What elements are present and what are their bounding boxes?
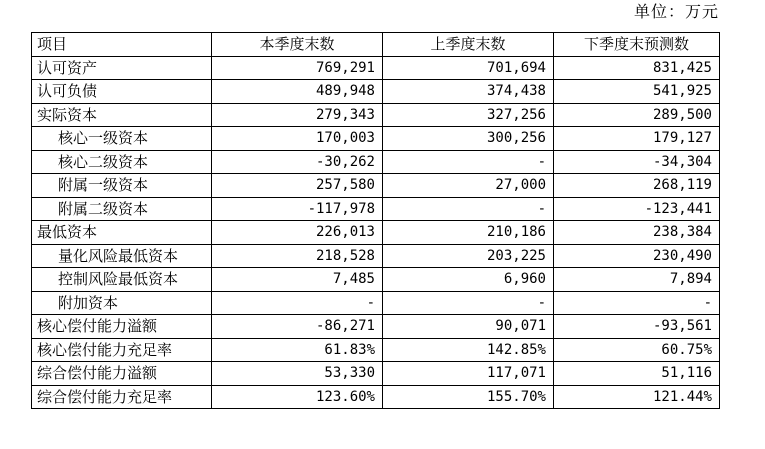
unit-label: 单位：万元 (633, 2, 719, 21)
row-label: 附属二级资本 (32, 197, 212, 221)
current-quarter-value: 170,003 (212, 127, 383, 151)
current-quarter-value: -86,271 (212, 315, 383, 339)
row-label: 核心一级资本 (32, 127, 212, 151)
previous-quarter-value: 210,186 (383, 221, 554, 245)
row-label: 认可资产 (32, 56, 212, 80)
table-row (32, 174, 720, 198)
row-label: 认可负债 (32, 80, 212, 104)
current-quarter-value: 53,330 (212, 362, 383, 386)
previous-quarter-value: 117,071 (383, 362, 554, 386)
row-label: 综合偿付能力溢额 (32, 362, 212, 386)
forecast-value: 179,127 (554, 127, 720, 151)
previous-quarter-value: - (383, 150, 554, 174)
table-row (32, 103, 720, 127)
row-label: 最低资本 (32, 221, 212, 245)
current-quarter-value: -117,978 (212, 197, 383, 221)
table-row (32, 150, 720, 174)
table-row (32, 221, 720, 245)
table-row (32, 268, 720, 292)
row-label: 实际资本 (32, 103, 212, 127)
table-row (32, 56, 720, 80)
forecast-value: -123,441 (554, 197, 720, 221)
row-label: 附加资本 (32, 291, 212, 315)
row-label: 核心偿付能力溢额 (32, 315, 212, 339)
current-quarter-value: 123.60% (212, 385, 383, 409)
table-body (32, 56, 720, 409)
table-row (32, 338, 720, 362)
table-row (32, 127, 720, 151)
current-quarter-value: 218,528 (212, 244, 383, 268)
table-row (32, 315, 720, 339)
row-label: 核心偿付能力充足率 (32, 338, 212, 362)
current-quarter-value: -30,262 (212, 150, 383, 174)
current-quarter-value: 489,948 (212, 80, 383, 104)
solvency-table (31, 32, 720, 409)
previous-quarter-value: - (383, 291, 554, 315)
current-quarter-value: 226,013 (212, 221, 383, 245)
header-item: 项目 (32, 33, 212, 57)
row-label: 控制风险最低资本 (32, 268, 212, 292)
previous-quarter-value: 300,256 (383, 127, 554, 151)
table-row (32, 362, 720, 386)
forecast-value: 7,894 (554, 268, 720, 292)
previous-quarter-value: 701,694 (383, 56, 554, 80)
header-previous-quarter: 上季度末数 (383, 33, 554, 57)
row-label: 综合偿付能力充足率 (32, 385, 212, 409)
previous-quarter-value: 6,960 (383, 268, 554, 292)
table-header-row (32, 33, 720, 57)
forecast-value: 51,116 (554, 362, 720, 386)
previous-quarter-value: 142.85% (383, 338, 554, 362)
forecast-value: - (554, 291, 720, 315)
previous-quarter-value: 374,438 (383, 80, 554, 104)
forecast-value: 238,384 (554, 221, 720, 245)
forecast-value: -34,304 (554, 150, 720, 174)
row-label: 核心二级资本 (32, 150, 212, 174)
forecast-value: 289,500 (554, 103, 720, 127)
table-row (32, 385, 720, 409)
header-current-quarter: 本季度末数 (212, 33, 383, 57)
table-row (32, 197, 720, 221)
forecast-value: 831,425 (554, 56, 720, 80)
current-quarter-value: 769,291 (212, 56, 383, 80)
previous-quarter-value: 327,256 (383, 103, 554, 127)
previous-quarter-value: 27,000 (383, 174, 554, 198)
forecast-value: 121.44% (554, 385, 720, 409)
table-row (32, 291, 720, 315)
current-quarter-value: - (212, 291, 383, 315)
forecast-value: -93,561 (554, 315, 720, 339)
table-row (32, 244, 720, 268)
forecast-value: 60.75% (554, 338, 720, 362)
previous-quarter-value: - (383, 197, 554, 221)
current-quarter-value: 7,485 (212, 268, 383, 292)
row-label: 附属一级资本 (32, 174, 212, 198)
header-next-quarter-forecast: 下季度末预测数 (554, 33, 720, 57)
current-quarter-value: 257,580 (212, 174, 383, 198)
forecast-value: 230,490 (554, 244, 720, 268)
previous-quarter-value: 90,071 (383, 315, 554, 339)
row-label: 量化风险最低资本 (32, 244, 212, 268)
previous-quarter-value: 155.70% (383, 385, 554, 409)
previous-quarter-value: 203,225 (383, 244, 554, 268)
current-quarter-value: 279,343 (212, 103, 383, 127)
forecast-value: 268,119 (554, 174, 720, 198)
forecast-value: 541,925 (554, 80, 720, 104)
current-quarter-value: 61.83% (212, 338, 383, 362)
table-row (32, 80, 720, 104)
